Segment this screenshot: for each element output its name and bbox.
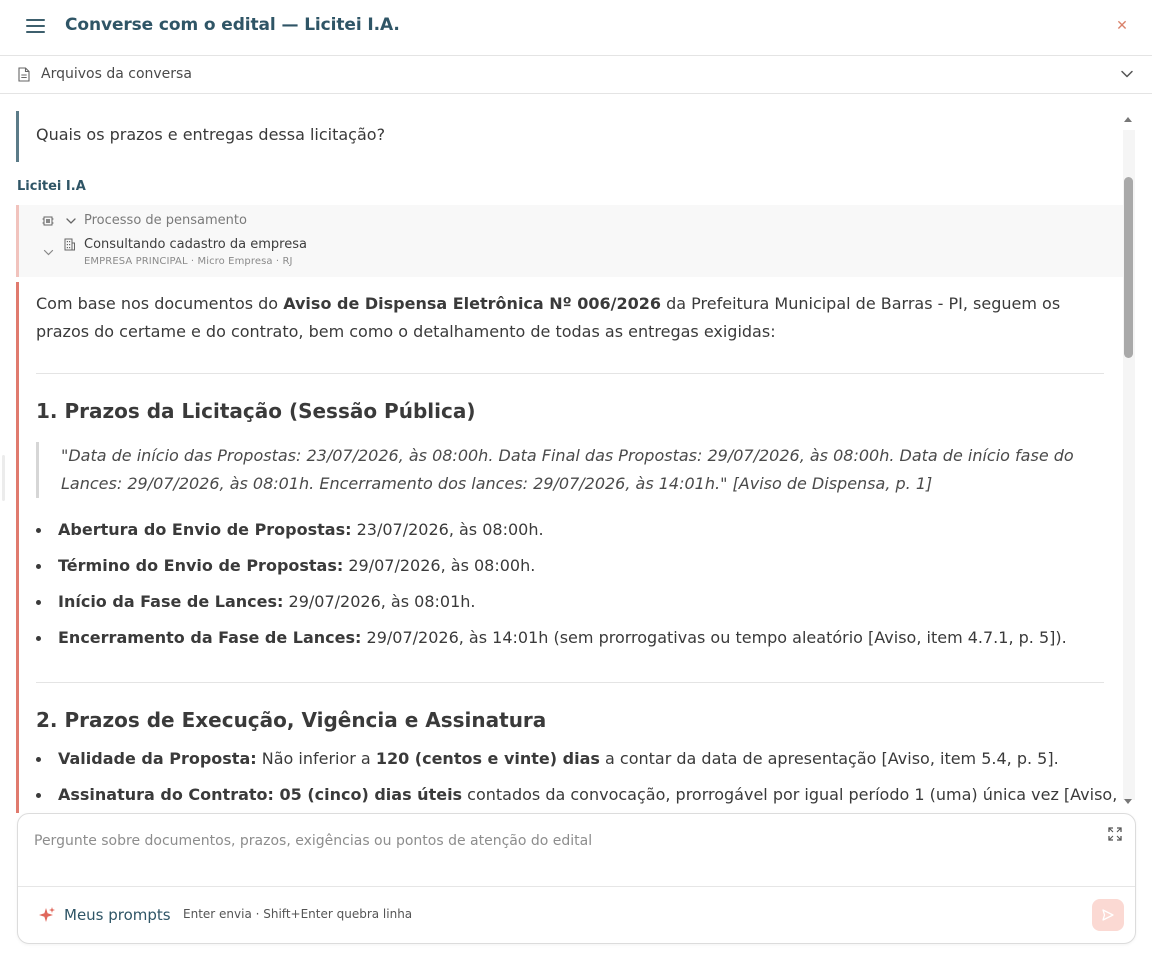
chat-area — [0, 95, 1152, 813]
bullet — [36, 600, 41, 605]
bot-name: Licitei I.A — [17, 179, 86, 194]
send-button[interactable] — [1092, 899, 1124, 931]
close-icon[interactable]: ✕ — [1116, 18, 1128, 34]
scrollbar-thumb[interactable] — [1124, 177, 1133, 358]
answer-intro-bold: Aviso de Dispensa Eletrônica Nº 006/2026 — [283, 294, 662, 313]
section-title: 2. Prazos de Execução, Vigência e Assinatura — [36, 708, 547, 732]
send-icon — [1101, 908, 1115, 922]
my-prompts-button[interactable] — [38, 904, 171, 926]
cpu-icon — [42, 215, 54, 227]
list-item: Assinatura do Contrato: 05 (cinco) dias úteis contados da convocação, prorrogável por igual período 1 (uma) única vez [Aviso, — [58, 785, 1118, 804]
sparkle-icon — [38, 906, 56, 924]
document-icon — [18, 67, 30, 82]
list-item: Término do Envio de Propostas: 29/07/2026, às 08:00h. — [58, 556, 536, 575]
bullet — [36, 636, 41, 641]
divider — [36, 682, 1104, 683]
section-title: 1. Prazos da Licitação (Sessão Pública) — [36, 399, 476, 423]
hamburger-menu-icon[interactable] — [26, 19, 46, 37]
chevron-down-icon[interactable] — [1120, 67, 1134, 81]
chevron-down-icon[interactable] — [43, 247, 54, 258]
message-input[interactable] — [34, 830, 1094, 852]
scroll-up-arrow-icon[interactable] — [1123, 115, 1133, 123]
my-prompts-label: Meus prompts — [64, 906, 171, 924]
bullet — [36, 564, 41, 569]
expand-icon[interactable] — [1108, 827, 1122, 841]
thinking-label[interactable]: Processo de pensamento — [84, 213, 247, 228]
page-title: Converse com o edital — Licitei I.A. — [65, 15, 400, 35]
list-item: Validade da Proposta: Não inferior a 120 (centos e vinte) dias a contar da data de apresentação [Aviso, item 5.4, p. 5]. — [58, 749, 1059, 768]
conversation-files-bar[interactable] — [0, 57, 1152, 94]
list-item: Abertura do Envio de Propostas: 23/07/2026, às 08:00h. — [58, 520, 544, 539]
divider — [18, 886, 1135, 887]
resize-handle[interactable] — [2, 455, 5, 501]
divider — [36, 373, 1104, 374]
list-item: Início da Fase de Lances: 29/07/2026, às 08:01h. — [58, 592, 476, 611]
message-composer — [17, 813, 1136, 944]
list-item: Encerramento da Fase de Lances: 29/07/2026, às 14:01h (sem prorrogativas ou tempo aleatório [Aviso, item 4.7.1, p. 5]). — [58, 628, 1067, 647]
blockquote-text: "Data de início das Propostas: 23/07/2026, às 08:00h. Data Final das Propostas: 29/07/2026, às 08:00h. Data de início fase do Lances: 29/07/2026, às 08:01h. Encerramento dos lances: 29/07/2026, às 14:01h." [Aviso de Dispensa, p. 1] — [61, 446, 1074, 493]
blockquote — [36, 442, 1104, 498]
answer-intro: Com base nos documentos do Aviso de Dispensa Eletrônica Nº 006/2026 da Prefeitura Municipal de Barras - PI, seguem os prazos do certame e do contrato, bem como o detalhamento de todas as entregas exigidas: — [36, 294, 1061, 341]
user-question: Quais os prazos e entregas dessa licitação? — [36, 125, 386, 144]
bot-answer — [16, 282, 1124, 813]
chevron-down-icon[interactable] — [65, 215, 77, 227]
building-icon — [64, 238, 75, 251]
bullet — [36, 793, 41, 798]
keyboard-hint: Enter envia · Shift+Enter quebra linha — [183, 907, 413, 921]
bullet — [36, 528, 41, 533]
thinking-step-label: Consultando cadastro da empresa — [84, 237, 307, 252]
thinking-panel — [16, 205, 1124, 277]
thinking-step-detail: EMPRESA PRINCIPAL · Micro Empresa · RJ — [84, 256, 293, 267]
scroll-down-arrow-icon[interactable] — [1123, 798, 1133, 806]
user-message — [16, 111, 1116, 162]
files-label: Arquivos da conversa — [41, 66, 192, 82]
header — [0, 0, 1152, 56]
bullet — [36, 757, 41, 762]
